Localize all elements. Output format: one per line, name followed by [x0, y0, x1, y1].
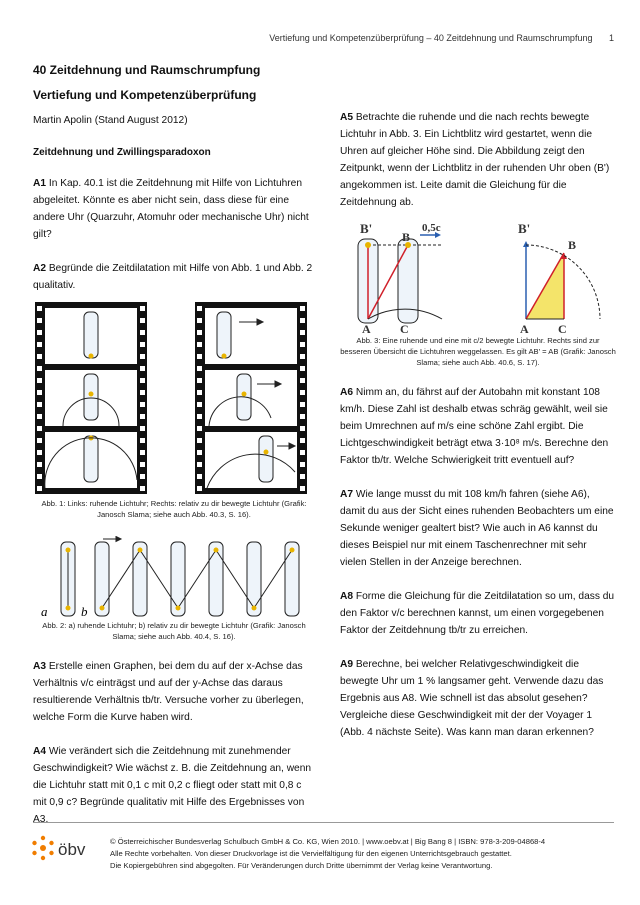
figure-1-film-strips: [33, 300, 315, 498]
footer-line-1: © Österreichischer Bundesverlag Schulbuch GmbH & Co. KG, Wien 2010. | www.oebv.at | Big Bang 8 | ISBN: 978-3-209-04868-4: [110, 837, 546, 846]
task-a7: A7 Wie lange musst du mit 108 km/h fahren (siehe A6), damit du aus der Sicht eines ruhenden Beobachters um eine Sekunde weniger gealtert bist? Wie auch in A6 kannst du dieses Beispiel nur mit einem Taschenrechner mit sehr vielen Stellen in der Anzeige berechnen.: [340, 489, 614, 568]
footer-divider: [33, 822, 614, 823]
page-number: 1: [608, 33, 614, 43]
fig3-label-c: C: [400, 322, 409, 335]
fig3-tri-label-bprime: B': [518, 221, 531, 236]
task-a3: A3 Erstelle einen Graphen, bei dem du auf der x-Achse das Verhältnis v/c einträgst und auf der y-Achse das daraus resultierende Verhältnis tb/tr. Versuche vorher zu überlegen, welche Form die Kurve haben wird.: [33, 661, 304, 723]
page-subtitle: Vertiefung und Kompetenzüberprüfung: [33, 88, 257, 102]
fig3-tri-label-b: B: [568, 238, 577, 252]
task-a1: A1 In Kap. 40.1 ist die Zeitdehnung mit Hilfe von Lichtuhren abgeleitet. Könnte es aber nicht sein, dass diese für eine andere Uhr (Quarzuhr, Atomuhr oder mechanische Uhr) nicht gilt?: [33, 178, 309, 240]
fig3-tri-label-c: C: [558, 322, 567, 335]
fig3-clocks: [358, 221, 442, 335]
fig2-label-a: a: [41, 604, 48, 619]
task-a4: A4 Wie verändert sich die Zeitdehnung mit zunehmender Geschwindigkeit? Wie wächst z. B. die Zeitdehnung an, wenn die Lichtuhr statt mit 0,1 c mit 0,2 c fliegt oder statt mit 0,8 c mit 0,9 c? Begründe qualitativ mit Hilfe des Ergebnisses von A3.: [33, 746, 312, 825]
figure-3-light-clock: [340, 217, 616, 335]
footer-text: [110, 836, 545, 872]
film-strip-right: [195, 302, 307, 494]
section-heading: Zeitdehnung und Zwillingsparadoxon: [33, 147, 211, 158]
fig3-label-b: B: [402, 230, 411, 244]
oebv-star-icon: [32, 836, 53, 860]
fig3-label-bprime: B': [360, 221, 373, 236]
task-a9: A9 Berechne, bei welcher Relativgeschwindigkeit die bewegte Uhr um 1 % langsamer geht. Verwende dazu das Ergebnis aus A8. Wie schnell ist das absolut gesehen? Vergleiche diese Geschwindigkeit mit der der Voyager 1 (Abb. 4 nächste Seite). Was kann man daran erkennen?: [340, 659, 604, 738]
oebv-logo-text: öbv: [58, 840, 86, 859]
footer-line-2: Alle Rechte vorbehalten. Von dieser Druckvorlage ist die Vervielfältigung für den eigenen Unterrichtsgebrauch gestattet.: [110, 849, 512, 858]
figure-2-zigzag: [33, 536, 315, 620]
page-title: 40 Zeitdehnung und Raumschrumpfung: [33, 63, 261, 77]
task-a2: A2 Begründe die Zeitdilatation mit Hilfe von Abb. 1 und Abb. 2 qualitativ.: [33, 263, 313, 291]
fig3-label-a: A: [362, 322, 371, 335]
film-strip-left: [35, 302, 147, 494]
caption-abb3: Abb. 3: Eine ruhende und eine mit c/2 bewegte Lichtuhr. Rechts sind zur besseren Übersicht die Lichtuhren weggelassen. Es gilt AB' = AB (Grafik: Janosch Slama; siehe auch Abb. 40.6, S. 17).: [340, 336, 616, 367]
author-line: Martin Apolin (Stand August 2012): [33, 115, 188, 126]
left-column: [33, 62, 315, 845]
right-column: [340, 63, 616, 758]
caption-abb1: Abb. 1: Links: ruhende Lichtuhr; Rechts: relativ zu dir bewegte Lichtuhr (Grafik: Janosch Slama; siehe auch Abb. 40.3, S. 16).: [41, 499, 307, 519]
footer-line-3: Die Kopiergebühren sind abgegolten. Für Veränderungen durch Dritte übernimmt der Verlag keine Verantwortung.: [110, 861, 493, 870]
caption-abb2: Abb. 2: a) ruhende Lichtuhr; b) relativ zu dir bewegte Lichtuhr (Grafik: Janosch Slama; siehe auch Abb. 40.4, S. 16).: [42, 621, 306, 641]
task-a5: A5 Betrachte die ruhende und die nach rechts bewegte Lichtuhr in Abb. 3. Ein Lichtblitz wird gestartet, wenn die Uhren auf gleicher Höhe sind. Die Abbildung zeigt den Zeitpunkt, wenn der Lichtblitz in der ruhenden Uhr oben (B') angekommen ist. Leite damit die Gleichung für die Zeitdehnung ab.: [340, 112, 610, 208]
fig3-triangle: [518, 221, 600, 335]
fig2-label-b: b: [81, 604, 88, 619]
fig3-label-speed: 0,5c: [422, 222, 441, 234]
running-header: [269, 33, 614, 43]
task-a8: A8 Forme die Gleichung für die Zeitdilatation so um, dass du den Faktor v/c berechnen kannst, um einen vorgegebenen Faktor der Zeitdehnung tb/tr zu erreichen.: [340, 591, 615, 636]
task-a6: A6 Nimm an, du fährst auf der Autobahn mit konstant 108 km/h. Diese Zahl ist deshalb etwas schräg gewählt, weil sie beim Umrechnen auf m/s eine schöne Zahl ergibt. Die Lichtgeschwindigkeit beträgt etwa 3·10⁸ m/s. Berechne den Faktor tb/tr. Welche Schwierigkeit tritt eventuell auf?: [340, 387, 609, 466]
oebv-logo: [32, 834, 102, 862]
fig3-tri-label-a: A: [520, 322, 529, 335]
running-title: Vertiefung und Kompetenzüberprüfung – 40 Zeitdehnung und Raumschrumpfung: [269, 33, 593, 43]
